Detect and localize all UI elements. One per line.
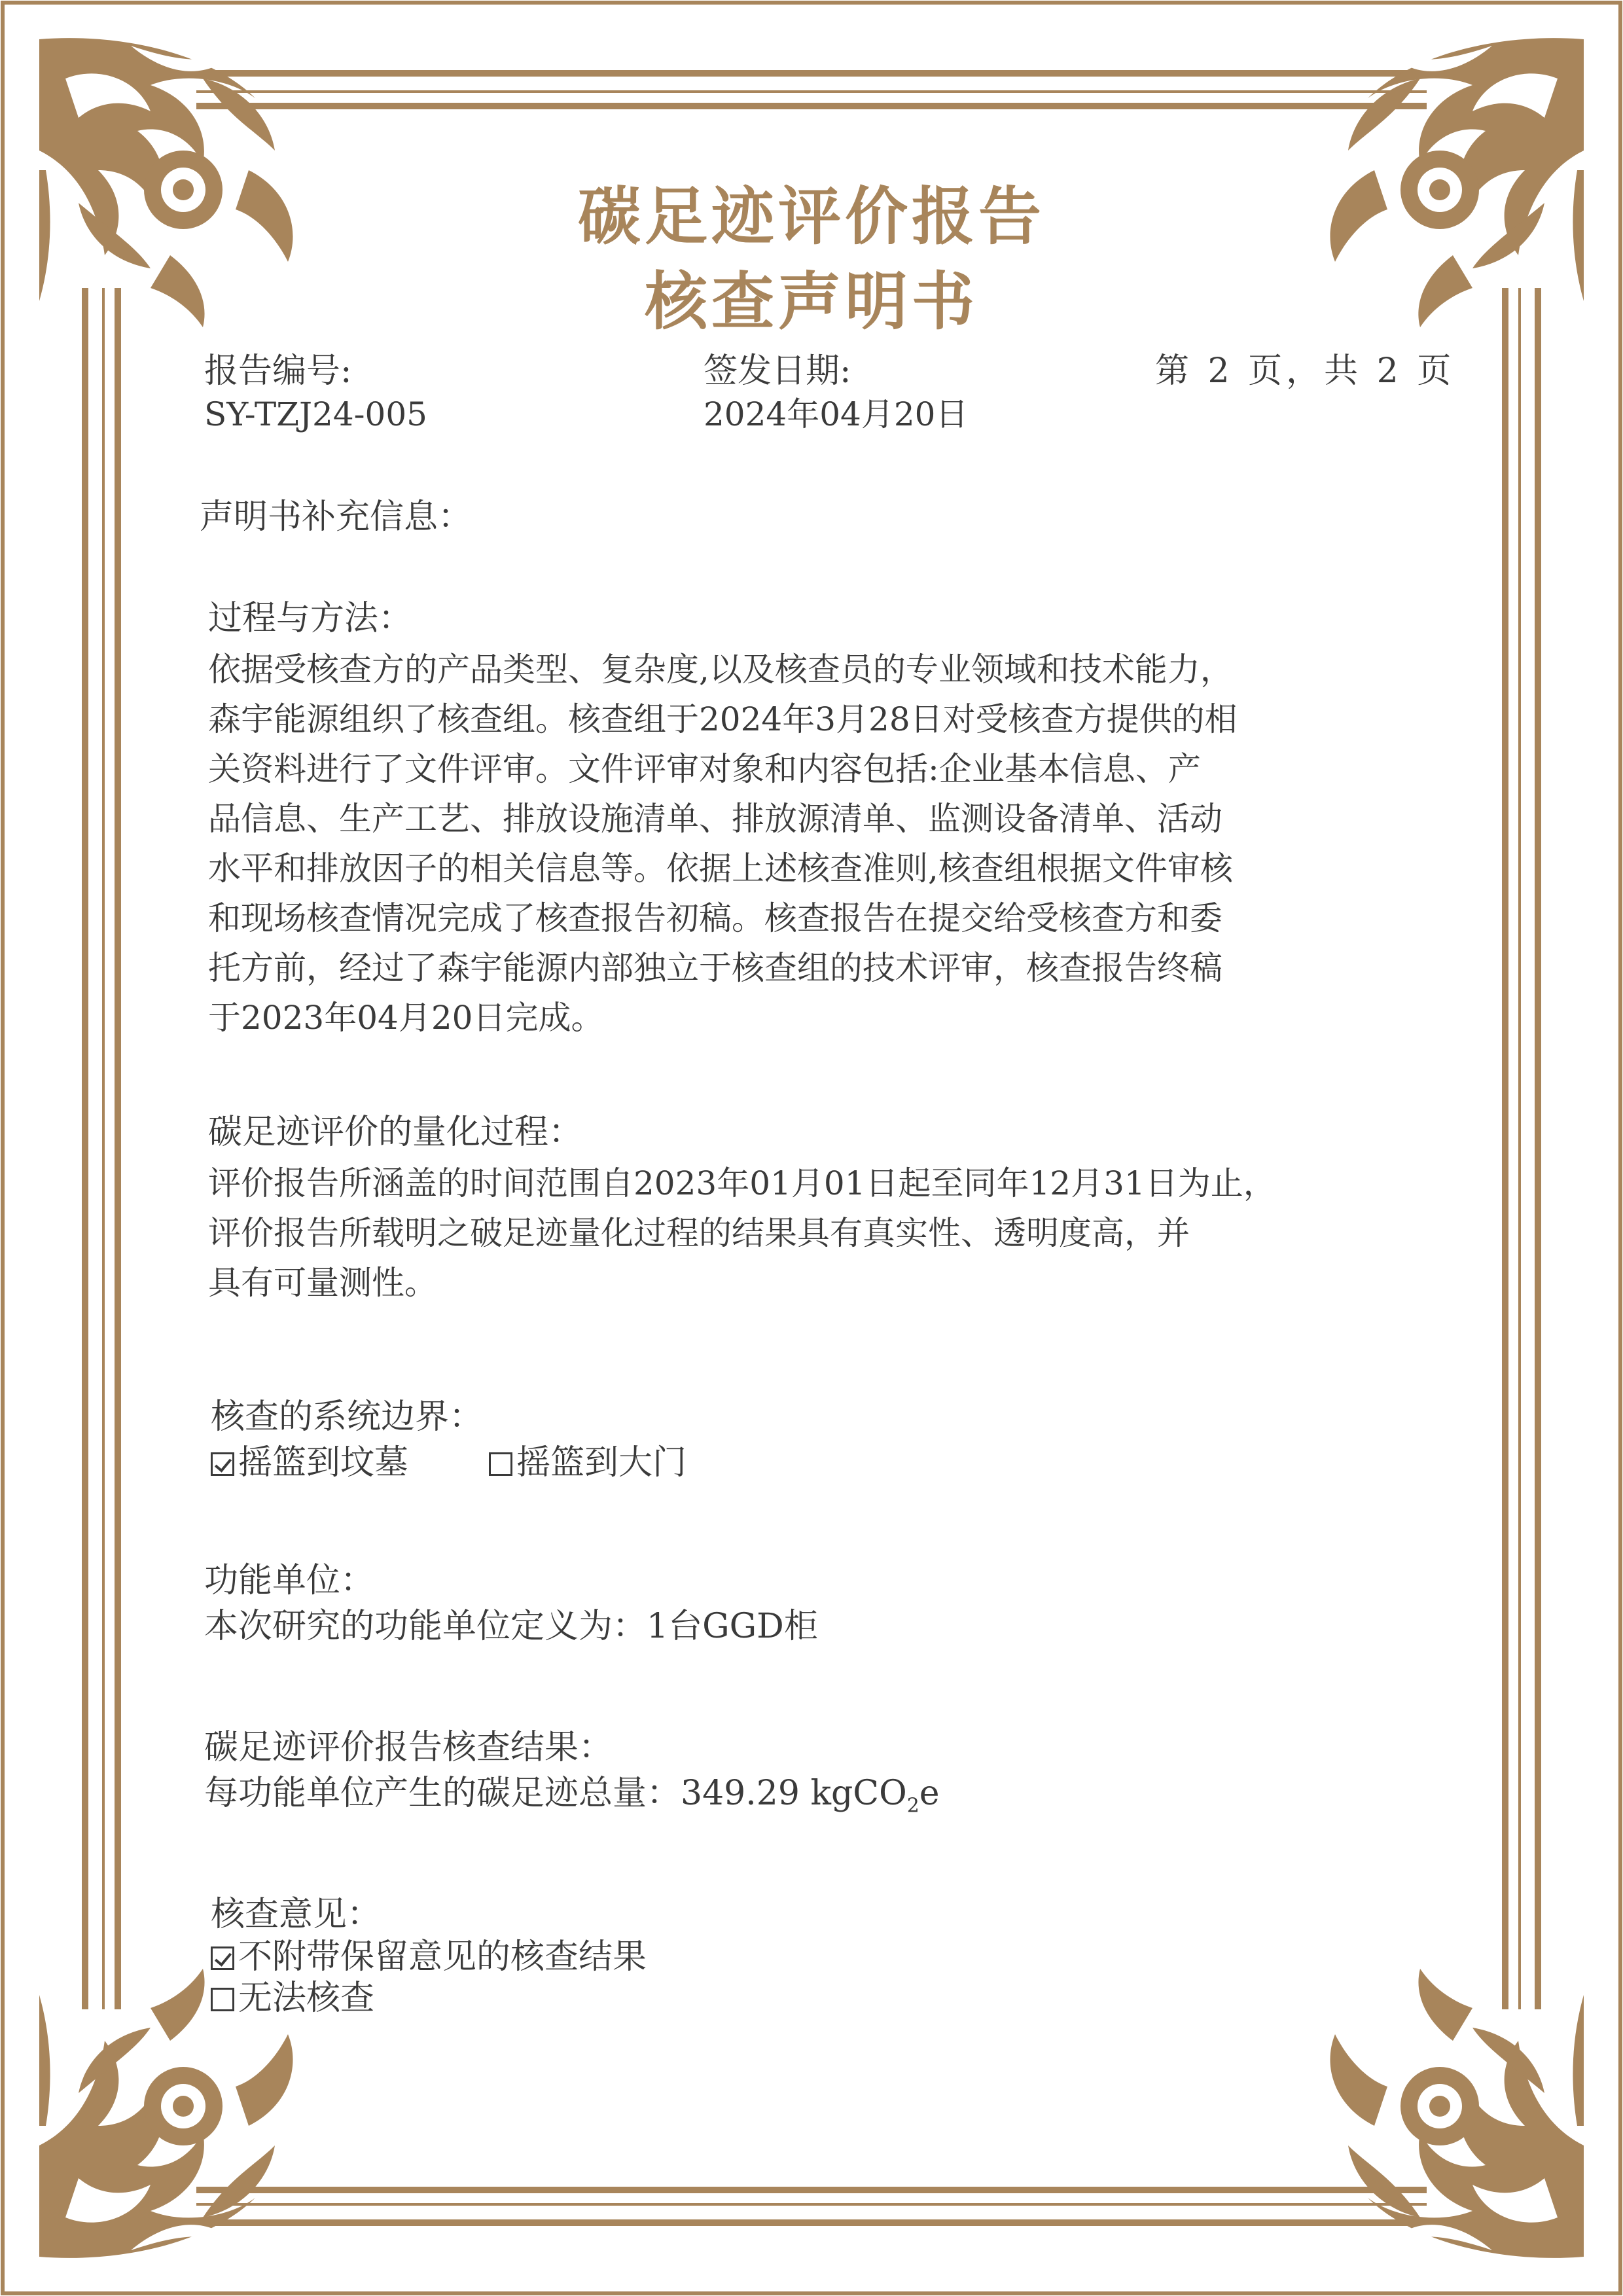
opinion-title: 核查意见： [211,1895,382,1934]
result-title: 碳足迹评价报告核查结果： [204,1728,613,1767]
title-line-1: 碳足迹评价报告 [578,180,1045,253]
boundary-options [211,1440,687,1486]
process-line: 森宇能源组织了核查组。核查组于2024年3月28日对受核查方提供的相 [208,700,1238,738]
title-line-2: 核查声明书 [645,265,978,338]
checkbox-checked-icon[interactable] [211,1452,234,1476]
boundary-option-cradle-to-gate[interactable]: 摇篮到大门 [489,1443,687,1482]
process-line: 关资料进行了文件评审。文件评审对象和内容包括:企业基本信息、产 [208,750,1201,788]
process-paragraph [208,645,1452,1043]
page-info: 第 2 页，共 2 页 [1155,351,1455,391]
quantification-line: 评价报告所涵盖的时间范围自2023年01月01日起至同年12月31日为止， [208,1164,1276,1202]
functional-unit-text: 本次研究的功能单位定义为：1台GGD柜 [204,1607,818,1646]
process-line: 依据受核查方的产品类型、复杂度,以及核查员的专业领域和技术能力， [208,651,1233,689]
process-line: 托方前，经过了森宇能源内部独立于核查组的技术评审，核查报告终稿 [208,949,1222,987]
boundary-option-cradle-to-grave[interactable]: 摇篮到坟墓 [211,1443,408,1482]
result-text: 每功能单位产生的碳足迹总量：349.29 kgCO$_2$e [204,1774,940,1818]
checkbox-checked-icon[interactable] [211,1946,234,1970]
process-line: 和现场核查情况完成了核查报告初稿。核查报告在提交给受核查方和委 [208,899,1222,937]
quantification-line: 具有可量测性。 [208,1264,437,1302]
supplement-title: 声明书补充信息： [200,497,473,537]
issue-date: 2024年04月20日 [704,395,969,433]
checkbox-empty-icon[interactable] [211,1988,234,2011]
quantification-line: 评价报告所载明之破足迹量化过程的结果具有真实性、透明度高，并 [208,1214,1190,1252]
opinion-option-cannot-verify[interactable]: 无法核查 [211,1975,374,2021]
process-line: 于2023年04月20日完成。 [208,999,604,1037]
process-line: 水平和排放因子的相关信息等。依据上述核查准则,核查组根据文件审核 [208,850,1233,888]
boundary-title: 核查的系统边界： [211,1397,484,1437]
opinion-option-unqualified[interactable]: 不附带保留意见的核查结果 [211,1934,647,1980]
process-line: 品信息、生产工艺、排放设施清单、排放源清单、监测设备清单、活动 [208,800,1222,838]
functional-unit-title: 功能单位： [204,1561,375,1600]
checkbox-empty-icon[interactable] [489,1452,512,1476]
process-title: 过程与方法： [208,599,413,638]
quantification-title: 碳足迹评价的量化过程： [208,1113,583,1152]
issue-date-label: 签发日期: [704,351,851,391]
report-number: SY-TZJ24-005 [204,395,427,433]
report-number-label: 报告编号: [204,351,352,391]
quantification-paragraph [208,1158,1452,1308]
